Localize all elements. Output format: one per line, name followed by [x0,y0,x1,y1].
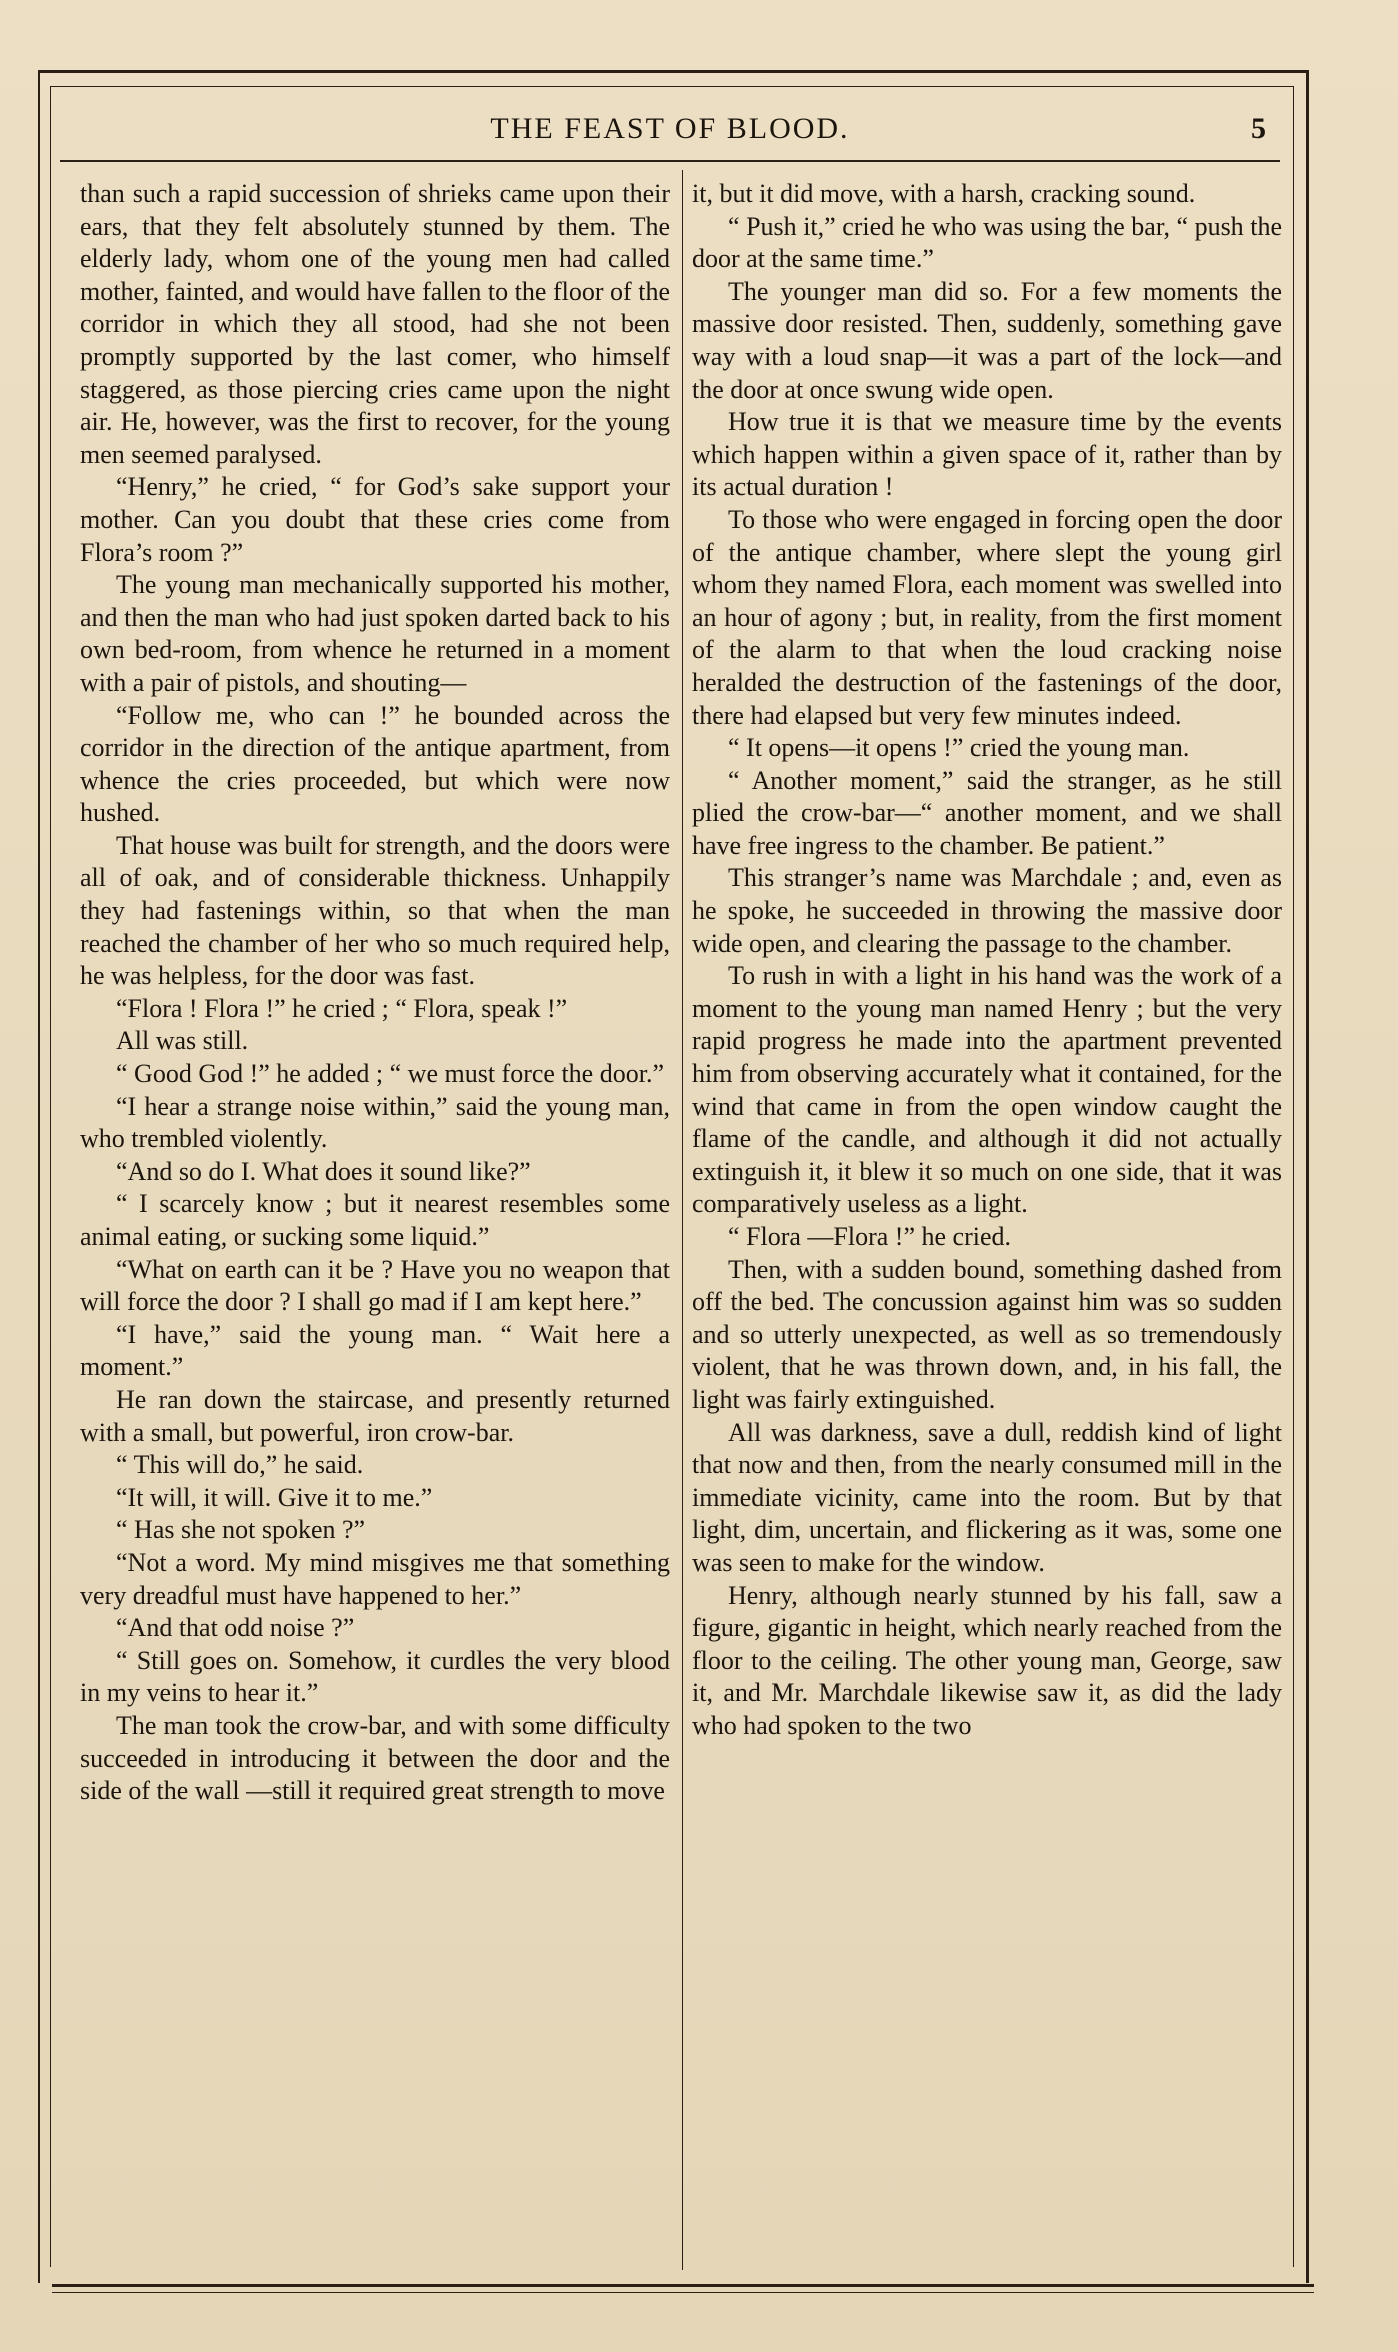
paragraph: “I hear a strange noise within,” said the young man, who trembled violently. [80,1091,670,1154]
paragraph: “ Another moment,” said the stranger, as he still plied the crow-bar—“ another moment, and we shall have free ingress to the chamber. Be patient.” [692,765,1282,860]
paragraph: “And that odd noise ?” [116,1613,355,1643]
paragraph: “Follow me, who can !” he bounded across the corridor in the direction of the antique apartment, from whence the cries proceeded, but which were now hushed. [80,700,670,828]
paragraph: “Henry,” he cried, “ for God’s sake support your mother. Can you doubt that these cries come from Flora’s room ?” [80,472,670,567]
paragraph: He ran down the staircase, and presently returned with a small, but powerful, iron crow-bar. [80,1384,670,1447]
paragraph: “ Still goes on. Somehow, it curdles the very blood in my veins to hear it.” [80,1645,670,1708]
right-column [692,178,1282,1743]
header-rule [60,160,1280,162]
paragraph: it, but it did move, with a harsh, cracking sound. [692,179,1196,208]
paragraph: Henry, although nearly stunned by his fall, saw a figure, gigantic in height, which nearly reached from the floor to the ceiling. The other young man, George, saw it, and Mr. Marchdale likewise saw it, as did the lady who had spoken to the two [692,1580,1282,1740]
paragraph: “I have,” said the young man. “ Wait here a moment.” [80,1319,670,1382]
paragraph: All was still. [116,1026,249,1056]
paragraph: “ Flora —Flora !” he cried. [728,1222,1012,1251]
paragraph: The young man mechanically supported his mother, and then the man who had just spoken darted back to his own bed-room, from whence he returned in a moment with a pair of pistols, and shouting— [80,570,670,697]
paragraph: Then, with a sudden bound, something dashed from off the bed. The concussion against him was so sudden and so utterly unexpected, as well as so tremendously violent, that he was thrown down, and, in his fall, the light was fairly extinguished. [692,1254,1282,1414]
paragraph: “Flora ! Flora !” he cried ; “ Flora, speak !” [116,993,568,1023]
footer-rule-thin [52,2292,1314,2293]
paragraph: That house was built for strength, and the doors were all of oak, and of considerable thickness. Unhappily they had fastenings within, so that when the man reached the chamber of her who so much required help, he was helpless, for the door was fast. [80,830,670,991]
page-header [60,108,1280,154]
paragraph: This stranger’s name was Marchdale ; and, even as he spoke, he succeeded in throwing the massive door wide open, and clearing the passage to the chamber. [692,863,1282,958]
paragraph: “ This will do,” he said. [116,1450,364,1480]
paragraph: “ It opens—it opens !” cried the young man. [728,733,1190,763]
paragraph: “Not a word. My mind misgives me that something very dreadful must have happened to her.” [80,1547,670,1610]
paragraph: How true it is that we measure time by the events which happen within a given space of it, rather than by its actual duration ! [692,407,1282,502]
paragraph: “ Good God !” he added ; “ we must force the door.” [116,1059,664,1089]
running-title: THE FEAST OF BLOOD. [490,112,850,145]
paragraph: “ Has she not spoken ?” [116,1515,366,1545]
paragraph: To those who were engaged in forcing open the door of the antique chamber, where slept the young girl whom they named Flora, each moment was swelled into an hour of agony ; but, in reality, from the first moment of the alarm to that when the loud cracking noise heralded the destruction of the fastenings of the door, there had elapsed but very few minutes indeed. [692,504,1282,730]
paragraph: All was darkness, save a dull, reddish kind of light that now and then, from the nearly consumed mill in the immediate vicinity, came into the room. But by that light, dim, uncertain, and flickering as it was, some one was seen to make for the window. [692,1417,1282,1577]
paragraph: The man took the crow-bar, and with some difficulty succeeded in introducing it between the door and the side of the wall —still it required great strength to move [80,1710,670,1806]
left-column [80,178,670,1808]
column-divider [682,170,683,2270]
paragraph: than such a rapid succession of shrieks came upon their ears, that they felt absolutely stunned by them. The elderly lady, whom one of the young men had called mother, fainted, and would have fallen to the floor of the corridor in which they all stood, had she not been promptly supported by the last comer, who himself staggered, as those piercing cries came upon the night air. He, however, was the first to recover, for the young men seemed paralysed. [80,179,670,469]
paragraph: “ I scarcely know ; but it nearest resembles some animal eating, or sucking some liquid.” [80,1189,670,1251]
paragraph: To rush in with a light in his hand was the work of a moment to the young man named Henry ; but the very rapid progress he made into the apartment prevented him from observing accurately what it contained, for the wind that came in from the open window caught the flame of the candle, and although it did not actually extinguish it, it blew it so much on one side, that it was comparatively useless as a light. [692,961,1282,1219]
paragraph: The younger man did so. For a few moments the massive door resisted. Then, suddenly, something gave way with a loud snap—it was a part of the lock—and the door at once swung wide open. [692,276,1282,404]
paragraph: “ Push it,” cried he who was using the bar, “ push the door at the same time.” [692,211,1282,274]
page-number: 5 [1251,112,1266,145]
paragraph: “What on earth can it be ? Have you no weapon that will force the door ? I shall go mad if I am kept here.” [80,1254,670,1317]
paragraph: “It will, it will. Give it to me.” [116,1482,433,1512]
paragraph: “And so do I. What does it sound like?” [116,1156,531,1186]
footer-rule [52,2284,1314,2287]
